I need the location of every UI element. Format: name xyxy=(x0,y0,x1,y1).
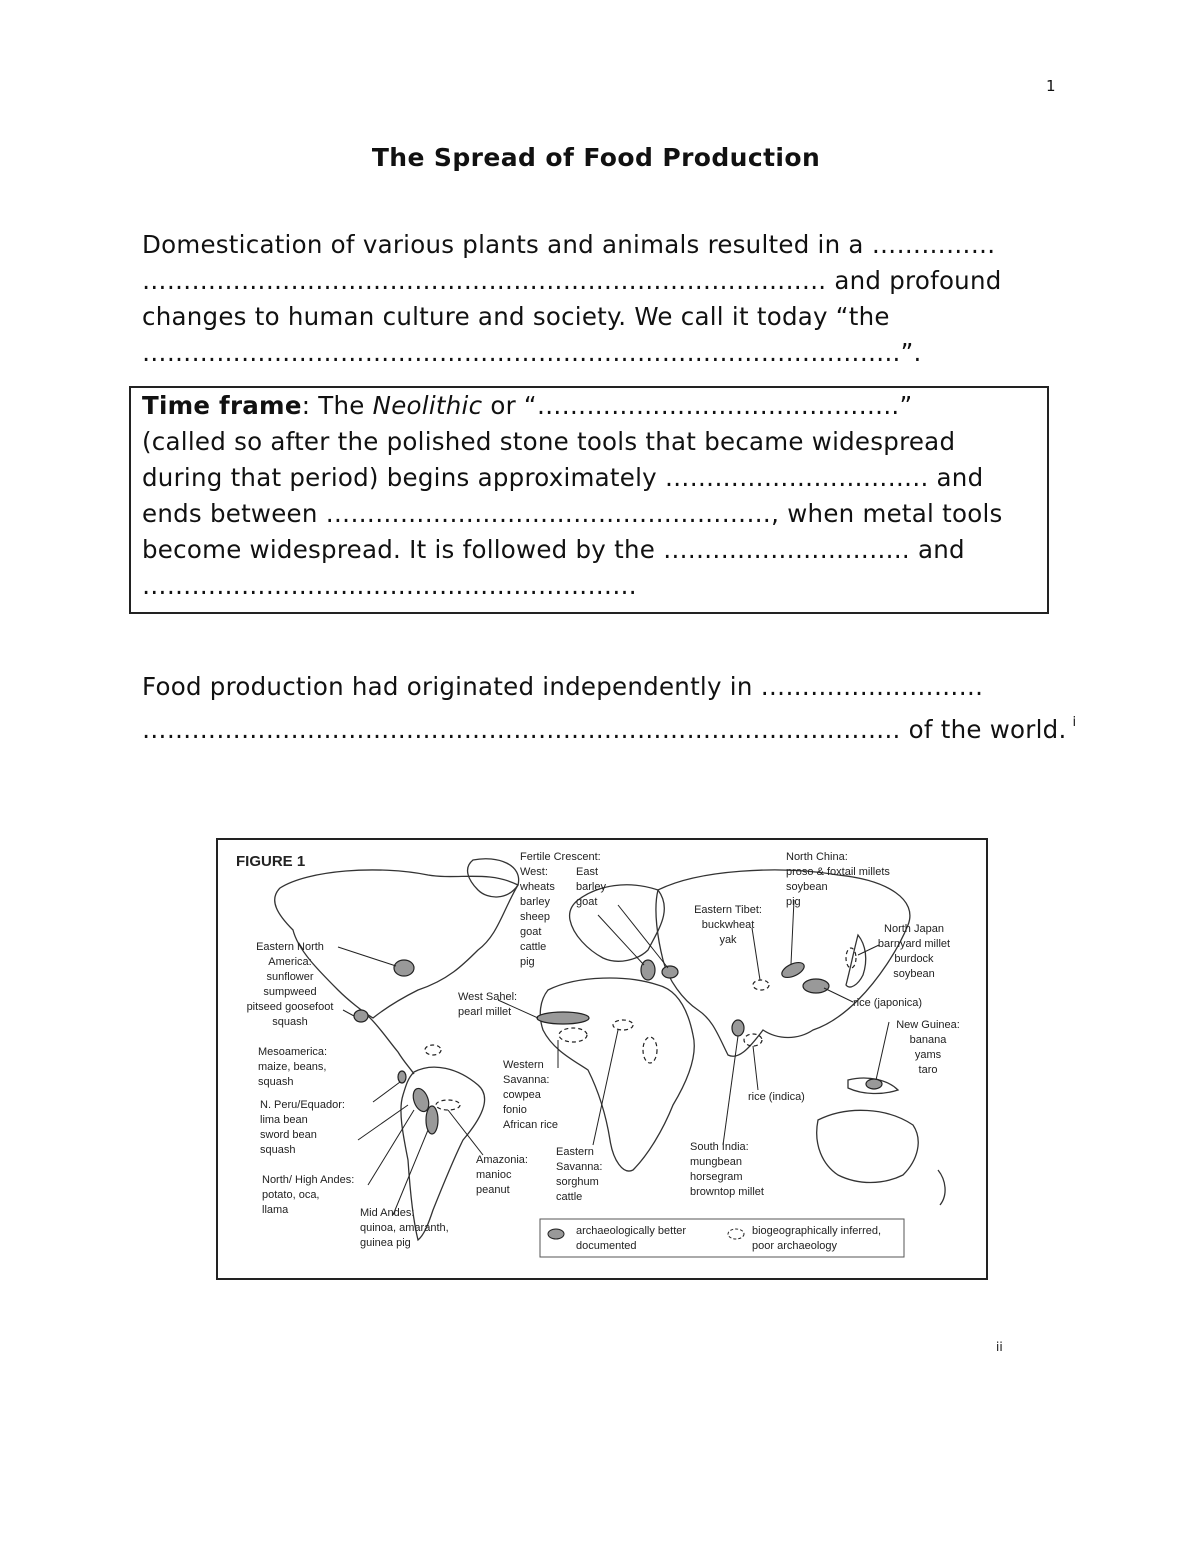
mesoamerica-label xyxy=(258,1046,327,1088)
svg-text:pig: pig xyxy=(520,956,535,968)
svg-text:banana: banana xyxy=(909,1034,947,1046)
leader-line xyxy=(358,1105,408,1140)
eastern-tibet-label xyxy=(694,904,762,946)
svg-text:Mesoamerica:: Mesoamerica: xyxy=(258,1046,328,1058)
legend-solid-symbol xyxy=(548,1229,564,1239)
figure-title: FIGURE 1 xyxy=(236,853,306,870)
svg-text:squash: squash xyxy=(272,1016,308,1028)
world-map-figure xyxy=(218,840,986,1278)
svg-text:sumpweed: sumpweed xyxy=(263,986,317,998)
svg-text:cattle: cattle xyxy=(520,941,547,953)
australia-outline xyxy=(817,1110,919,1182)
svg-text:East: East xyxy=(576,866,599,878)
svg-text:North Japan: North Japan xyxy=(884,923,944,935)
page-title: The Spread of Food Production xyxy=(371,143,821,172)
leader-line xyxy=(593,1030,618,1145)
leader-line xyxy=(448,1110,483,1155)
south-india-center xyxy=(732,1020,744,1036)
leader-line xyxy=(598,915,644,965)
legend-dashed-text: poor archaeology xyxy=(752,1240,838,1252)
asia-outline xyxy=(656,870,910,1056)
origin-line-text: ……………………………………………………………………………….. of the world. xyxy=(142,715,1067,744)
africa-outline xyxy=(540,978,694,1171)
leader-line xyxy=(824,988,853,1002)
svg-text:sheep: sheep xyxy=(520,911,550,923)
svg-text:N. Peru/Equador:: N. Peru/Equador: xyxy=(260,1099,345,1111)
rice-japonica-center xyxy=(803,979,829,993)
eastern-na-label xyxy=(247,941,334,1028)
new-zealand-outline xyxy=(938,1170,945,1205)
andes-label xyxy=(262,1174,354,1216)
svg-text:pig: pig xyxy=(786,896,801,908)
east-africa-area xyxy=(643,1037,657,1063)
fertile-west-center xyxy=(641,960,655,980)
svg-text:soybean: soybean xyxy=(893,968,935,980)
svg-text:Eastern North: Eastern North xyxy=(256,941,324,953)
svg-text:pitseed goosefoot: pitseed goosefoot xyxy=(246,1001,334,1013)
svg-text:soybean: soybean xyxy=(786,881,828,893)
timeframe-label: Time frame xyxy=(142,391,302,420)
timeframe-line: during that period) begins approximately ………………………….. and xyxy=(142,463,984,492)
svg-text:North/ High Andes:: North/ High Andes: xyxy=(262,1174,355,1186)
intro-line: ………………………………………………………………………………..”. xyxy=(142,338,922,367)
legend-solid-text: archaeologically better xyxy=(576,1225,687,1237)
leader-line xyxy=(876,1022,889,1080)
fertile-east-center xyxy=(662,966,678,978)
svg-text:mungbean: mungbean xyxy=(690,1156,742,1168)
leader-line xyxy=(373,1082,400,1102)
svg-text:Eastern: Eastern xyxy=(556,1146,594,1158)
mesoamerica-center xyxy=(354,1010,368,1022)
svg-text:fonio: fonio xyxy=(503,1104,527,1116)
figure-1 xyxy=(216,838,988,1280)
leader-line xyxy=(338,947,396,966)
sahel-center xyxy=(537,1012,589,1024)
neolithic-term: Neolithic xyxy=(372,391,483,420)
leader-line xyxy=(753,1046,758,1090)
svg-text:yams: yams xyxy=(914,1049,942,1061)
svg-text:sunflower: sunflower xyxy=(266,971,314,983)
leader-line xyxy=(791,900,794,964)
rice-japonica-label: rice (japonica) xyxy=(853,997,923,1009)
svg-text:quinoa, amaranth,: quinoa, amaranth, xyxy=(360,1222,449,1234)
svg-text:Savanna:: Savanna: xyxy=(503,1074,550,1086)
svg-text:goat: goat xyxy=(576,896,598,908)
svg-text:Fertile Crescent:: Fertile Crescent: xyxy=(520,851,601,863)
western-savanna-label xyxy=(503,1059,558,1131)
svg-text:Mid Andes:: Mid Andes: xyxy=(360,1207,415,1219)
footnote-marker: i xyxy=(1072,715,1077,730)
svg-text:cowpea: cowpea xyxy=(503,1089,541,1101)
svg-text:barley: barley xyxy=(576,881,606,893)
svg-text:America:: America: xyxy=(268,956,312,968)
svg-text:North China:: North China: xyxy=(786,851,848,863)
intro-line: Domestication of various plants and animals resulted in a …………… xyxy=(142,230,996,259)
eastern-savanna-label xyxy=(556,1146,602,1203)
western-savanna-area xyxy=(559,1028,587,1042)
timeframe-line xyxy=(142,388,1003,424)
peru-center xyxy=(398,1071,406,1083)
svg-text:squash: squash xyxy=(258,1076,294,1088)
timeframe-text-part: : The xyxy=(301,391,373,420)
origin-line xyxy=(142,705,1076,748)
rice-indica-label: rice (indica) xyxy=(748,1091,805,1103)
svg-text:llama: llama xyxy=(262,1204,289,1216)
svg-text:wheats: wheats xyxy=(520,881,555,893)
mid-andes-label xyxy=(360,1207,449,1249)
sahel-west-area xyxy=(425,1045,441,1055)
leader-line xyxy=(858,945,879,955)
origin-line: Food production had originated independently in ……………………… xyxy=(142,672,984,701)
svg-text:Amazonia:: Amazonia: xyxy=(476,1154,528,1166)
new-guinea-center xyxy=(866,1079,882,1089)
eastern-savanna-area xyxy=(613,1020,633,1030)
central-america-outline xyxy=(368,1016,414,1074)
leader-line xyxy=(752,928,760,980)
amazonia-area xyxy=(436,1100,460,1110)
page-number: 1 xyxy=(1046,77,1056,95)
map-legend xyxy=(540,1219,904,1257)
svg-text:goat: goat xyxy=(520,926,542,938)
svg-text:burdock: burdock xyxy=(894,953,934,965)
fertile-east-label xyxy=(576,866,606,908)
svg-text:Savanna:: Savanna: xyxy=(556,1161,603,1173)
svg-text:African rice: African rice xyxy=(503,1119,559,1131)
svg-text:barley: barley xyxy=(520,896,550,908)
svg-text:pearl millet: pearl millet xyxy=(458,1006,512,1018)
legend-dashed-symbol xyxy=(728,1229,744,1239)
leader-line xyxy=(343,1010,354,1016)
svg-text:West Sahel:: West Sahel: xyxy=(458,991,518,1003)
svg-text:West:: West: xyxy=(520,866,548,878)
svg-text:yak: yak xyxy=(719,934,737,946)
intro-line: changes to human culture and society. We call it today “the xyxy=(142,302,890,331)
svg-text:South India:: South India: xyxy=(690,1141,749,1153)
peru-label xyxy=(260,1099,345,1156)
north-china-center xyxy=(780,959,807,980)
south-india-label xyxy=(690,1141,764,1198)
leader-line xyxy=(368,1110,414,1185)
mid-andes-center xyxy=(426,1106,438,1134)
legend-dashed-text: biogeographically inferred, xyxy=(752,1225,882,1237)
svg-text:Western: Western xyxy=(503,1059,544,1071)
origin-paragraph xyxy=(142,669,1076,748)
amazonia-label xyxy=(476,1154,528,1196)
svg-text:cattle: cattle xyxy=(556,1191,583,1203)
svg-text:squash: squash xyxy=(260,1144,296,1156)
svg-text:New Guinea:: New Guinea: xyxy=(896,1019,960,1031)
svg-text:sword bean: sword bean xyxy=(260,1129,317,1141)
timeframe-text xyxy=(142,388,1003,604)
north-japan-label xyxy=(878,923,950,980)
svg-text:horsegram: horsegram xyxy=(690,1171,743,1183)
leader-line xyxy=(618,905,668,968)
svg-text:sorghum: sorghum xyxy=(556,1176,599,1188)
svg-text:taro: taro xyxy=(918,1064,938,1076)
eastern-na-center xyxy=(394,960,414,976)
svg-text:browntop millet: browntop millet xyxy=(690,1186,764,1198)
svg-text:maize, beans,: maize, beans, xyxy=(258,1061,327,1073)
legend-solid-text: documented xyxy=(576,1240,637,1252)
svg-text:barnyard millet: barnyard millet xyxy=(877,938,951,950)
timeframe-line: …………………………………………………… xyxy=(142,571,637,600)
timeframe-text-part: or “……………………………………..” xyxy=(482,391,913,420)
svg-text:manioc: manioc xyxy=(476,1169,512,1181)
timeframe-line: become widespread. It is followed by the ….…………………….. and xyxy=(142,535,965,564)
tibet-area xyxy=(753,980,769,990)
leader-line xyxy=(393,1130,428,1215)
svg-text:potato, oca,: potato, oca, xyxy=(262,1189,320,1201)
svg-text:Eastern Tibet:: Eastern Tibet: xyxy=(694,904,762,916)
svg-text:lima bean: lima bean xyxy=(260,1114,308,1126)
timeframe-line: (called so after the polished stone tools that became widespread xyxy=(142,427,956,456)
intro-line: ……………………………………………………………………….. and profound xyxy=(142,266,1002,295)
svg-text:peanut: peanut xyxy=(476,1184,510,1196)
north-china-label xyxy=(786,851,890,908)
timeframe-line: ends between ………………………………………………, when metal tools xyxy=(142,499,1003,528)
endnote-marker: ii xyxy=(996,1340,1003,1354)
intro-paragraph xyxy=(142,227,1002,371)
leader-line xyxy=(723,1036,738,1145)
svg-text:guinea pig: guinea pig xyxy=(360,1237,411,1249)
svg-text:buckwheat: buckwheat xyxy=(701,919,755,931)
svg-text:proso & foxtail millets: proso & foxtail millets xyxy=(786,866,890,878)
new-guinea-label xyxy=(896,1019,960,1076)
